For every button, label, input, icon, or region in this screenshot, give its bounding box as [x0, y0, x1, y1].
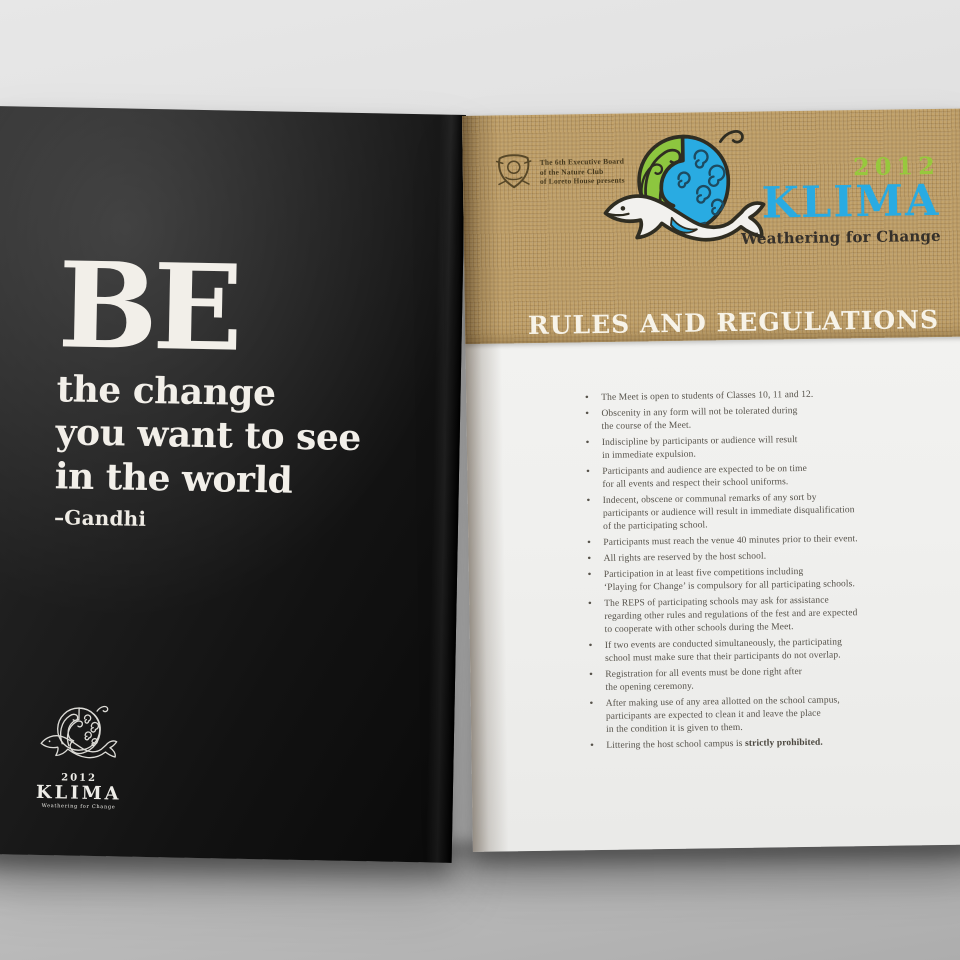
brand-year: 2012: [852, 150, 941, 182]
rule-text: The REPS of participating schools may ask for assistance regarding other rules and regulations of the fest and are expected to cooperate with other schools during the Meet.: [604, 595, 858, 635]
bullet-glyph: •: [587, 641, 594, 652]
rule-item: [584, 403, 914, 434]
logo-tagline: Weathering for Change: [41, 803, 116, 811]
rule-text: After making use of any area allotted on the school campus, participants are expected to clean it and leave the place in the condition it is given to them.: [605, 695, 840, 735]
rule-item: [589, 693, 920, 737]
quote-line: in the world: [54, 454, 293, 502]
bullet-glyph: •: [585, 467, 591, 478]
quote-line: the change: [56, 367, 276, 415]
quote-line: you want to see: [55, 411, 362, 460]
rule-text: If two events are conducted simultaneously, the participating school must make sure that their participants do not overlap.: [604, 637, 843, 664]
rule-text: Obscenity in any form will not be tolerated during the course of the Meet.: [601, 406, 798, 432]
rule-item: [587, 564, 917, 595]
rule-text: Littering the host school campus is strictly prohibited.: [606, 737, 823, 751]
rule-text: Participants and audience are expected to be on time for all events and respect their school uniforms.: [602, 463, 807, 490]
quote-lines: [54, 368, 361, 504]
gandhi-quote: [53, 235, 364, 535]
rule-item: [585, 461, 915, 492]
section-title: RULES AND REGULATIONS: [527, 304, 940, 341]
bullet-glyph: •: [587, 599, 593, 610]
quote-attribution: –Gandhi: [53, 505, 147, 532]
quote-big-word: BE: [56, 235, 240, 378]
bullet-glyph: •: [584, 409, 590, 420]
rule-text: Registration for all events must be done right after the opening ceremony.: [605, 667, 803, 693]
presenter-line: of Loreto House presents: [539, 175, 625, 186]
bullet-glyph: •: [584, 438, 591, 449]
rule-text: All rights are reserved by the host school.: [603, 551, 767, 564]
bullet-glyph: •: [585, 496, 592, 507]
bullet-glyph: •: [586, 538, 592, 549]
bullet-glyph: •: [588, 699, 595, 710]
rule-text: Indecent, obscene or communal remarks of any sort by participants or audience will result in immediate disqualification of the participating school.: [602, 492, 855, 532]
rule-text: The Meet is open to students of Classes 10, 11 and 12.: [601, 389, 814, 403]
brand-block: [740, 150, 941, 248]
book-spread: [0, 106, 960, 876]
rule-item: [589, 735, 919, 753]
rule-item: [586, 490, 917, 534]
logo-name: KLIMA: [35, 781, 122, 805]
crest-icon: [495, 151, 534, 194]
rule-text: Indiscipline by participants or audience will result in immediate expulsion.: [601, 435, 798, 461]
rule-item: [586, 532, 916, 550]
brand-name: KLIMA: [761, 175, 941, 229]
burlap-header: [462, 109, 960, 344]
bullet-glyph: •: [589, 741, 595, 752]
bullet-glyph: •: [588, 670, 594, 681]
rule-text: Participants must reach the venue 40 minutes prior to their event.: [603, 534, 858, 548]
rule-item: [585, 432, 915, 463]
bullet-glyph: •: [584, 393, 590, 404]
presenter-line: of the Nature Club: [539, 166, 604, 177]
logo-year: 2012: [61, 772, 98, 785]
rule-item: [588, 664, 918, 695]
right-page: [462, 109, 960, 852]
bullet-glyph: •: [586, 554, 592, 565]
rule-item: [584, 387, 914, 405]
brand-tagline: Weathering for Change: [740, 226, 941, 248]
left-page: [0, 106, 466, 863]
rule-item: [587, 593, 918, 637]
rule-item: [588, 635, 918, 666]
rule-item: [586, 548, 916, 566]
dolphin-outline-icon: [35, 703, 124, 773]
presenter-line: The 6th Executive Board: [539, 156, 625, 167]
rules-list: [584, 387, 919, 756]
rule-text: Participation in at least five competitions including ‘Playing for Change’ is compulsory for all participating schools.: [603, 566, 855, 593]
klima-logo-outline: [0, 702, 161, 811]
bullet-glyph: •: [586, 570, 593, 581]
